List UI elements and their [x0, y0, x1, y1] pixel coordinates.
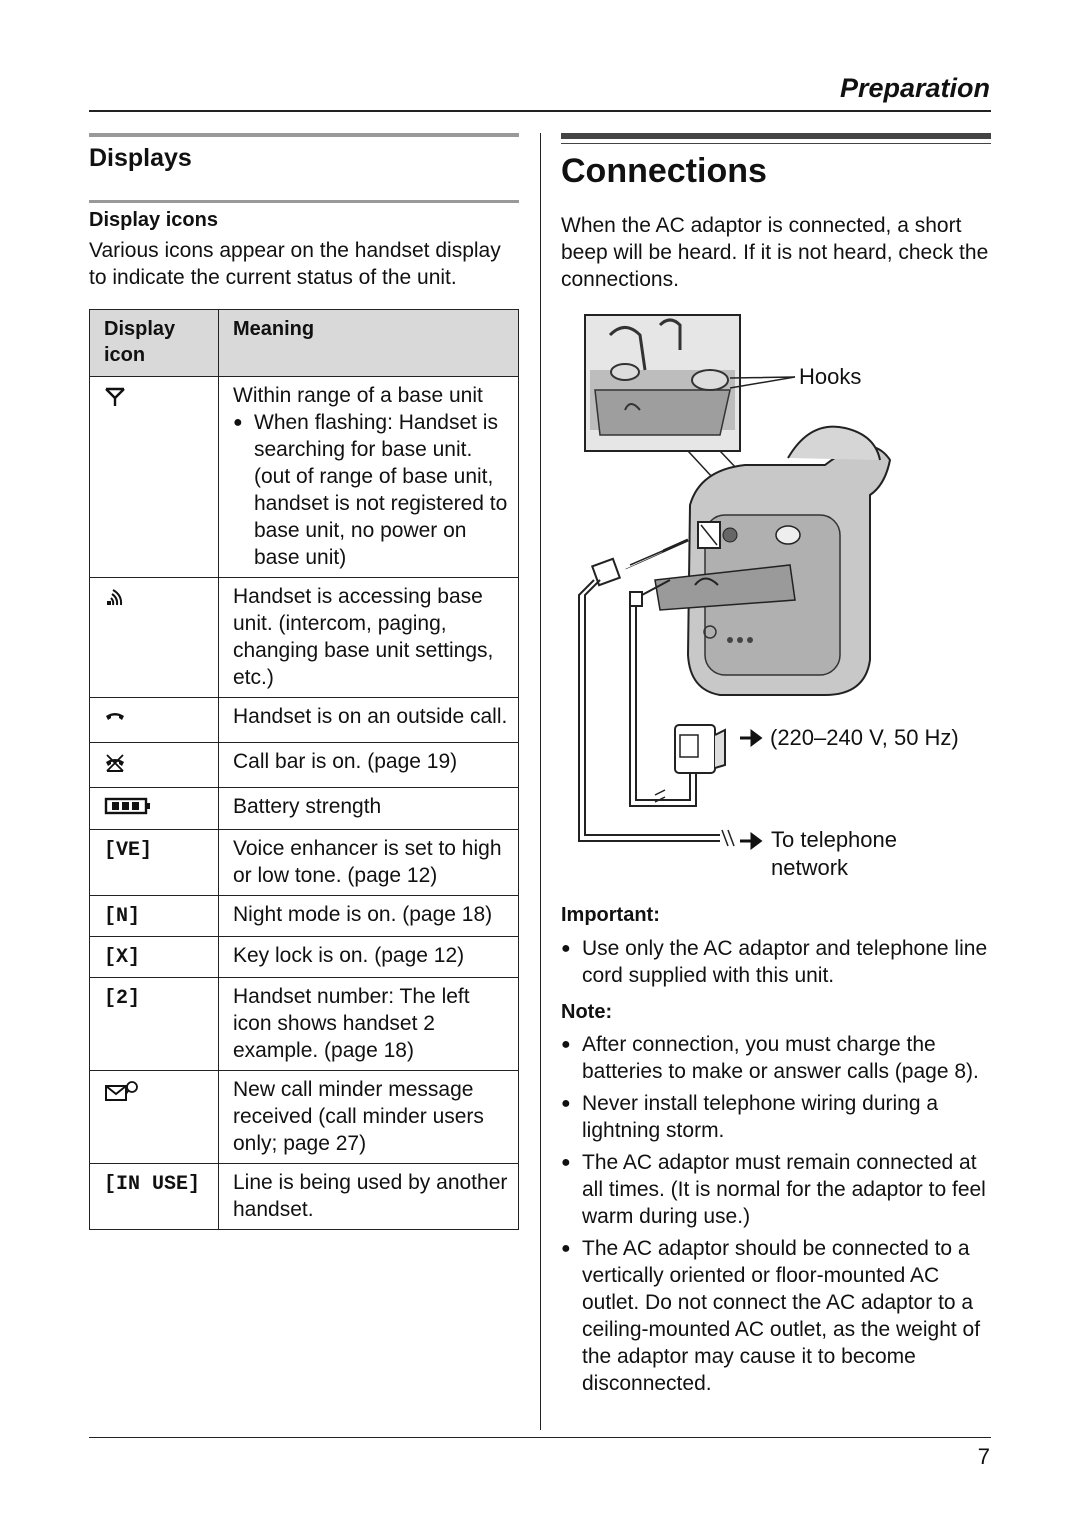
important-heading: Important: [561, 904, 660, 926]
key-lock-code: [X] [104, 946, 141, 969]
telephone-network-label: To telephone network [771, 827, 897, 880]
meaning-text: Handset is accessing base unit. (intercom, paging, changing base unit settings, etc.) [219, 578, 519, 698]
hooks-inset [585, 315, 740, 451]
display-icons-subtitle: Display icons [89, 209, 218, 231]
meaning-text: Night mode is on. (page 18) [219, 896, 519, 937]
meaning-text: Within range of a base unit [233, 384, 483, 407]
meaning-text: Handset number: The left icon shows handset 2 example. (page 18) [219, 978, 519, 1071]
table-row [90, 377, 519, 578]
column-header-icon: Display icon [90, 310, 219, 377]
header-rule [89, 110, 991, 112]
display-icons-table [89, 309, 519, 1230]
meaning-text: Battery strength [219, 788, 519, 830]
meaning-text: Line is being used by another handset. [219, 1164, 519, 1230]
column-divider [540, 133, 541, 1430]
power-arrow-icon [740, 732, 760, 744]
list-item: ● The AC adaptor must remain connected at all times. (It is normal for the adaptor to feel warm during use.) [561, 1149, 991, 1230]
hooks-label: Hooks [799, 364, 862, 389]
network-arrow-icon [740, 835, 760, 847]
table-header-row [90, 310, 519, 377]
display-icons-intro: Various icons appear on the handset display to indicate the current status of the unit. [89, 239, 501, 289]
displays-title: Displays [89, 144, 192, 172]
footer-rule [89, 1437, 991, 1438]
table-row [90, 896, 519, 937]
table-row [90, 1071, 519, 1164]
table-row [90, 1164, 519, 1230]
in-use-code: [IN USE] [104, 1173, 201, 1196]
connections-title: Connections [561, 152, 767, 190]
table-row [90, 788, 519, 830]
page-number: 7 [977, 1444, 990, 1469]
meaning-text: Voice enhancer is set to high or low tone. (page 12) [219, 830, 519, 896]
handset-number-code: [2] [104, 987, 141, 1010]
connection-diagram [570, 310, 990, 890]
base-unit [655, 427, 890, 695]
table-row [90, 937, 519, 978]
signal-antenna-icon [104, 386, 126, 408]
connections-intro: When the AC adaptor is connected, a short beep will be heard. If it is not heard, check the connections. [561, 214, 989, 291]
night-mode-code: [N] [104, 905, 141, 928]
table-row [90, 830, 519, 896]
connections-top-rule [561, 133, 991, 139]
column-header-meaning: Meaning [219, 310, 519, 377]
phone-off-hook-icon [104, 707, 126, 729]
displays-top-rule [89, 133, 519, 137]
important-list [561, 935, 991, 989]
section-header: Preparation [839, 73, 990, 103]
call-minder-message-icon [104, 1080, 140, 1102]
note-heading: Note: [561, 1001, 613, 1023]
accessing-wave-icon [104, 587, 126, 609]
list-item: ● Never install telephone wiring during a lightning storm. [561, 1090, 991, 1144]
meaning-text: Key lock is on. (page 12) [219, 937, 519, 978]
connections-thin-rule [561, 143, 991, 144]
list-item: ● Use only the AC adaptor and telephone line cord supplied with this unit. [561, 935, 991, 989]
note-list [561, 1031, 991, 1402]
list-item: ● After connection, you must charge the batteries to make or answer calls (page 8). [561, 1031, 991, 1085]
displays-sub-rule [89, 200, 519, 203]
meaning-text: Handset is on an outside call. [219, 698, 519, 743]
meaning-text: Call bar is on. (page 19) [219, 743, 519, 788]
meaning-text: New call minder message received (call minder users only; page 27) [219, 1071, 519, 1164]
call-bar-icon [104, 752, 126, 774]
table-row [90, 578, 519, 698]
table-row [90, 698, 519, 743]
list-item: ● The AC adaptor should be connected to a vertically oriented or floor-mounted AC outlet. Do not connect the AC adaptor to a ceiling-mounted AC outlet, as the weight of the adaptor may cause it to become disconnected. [561, 1235, 991, 1397]
table-row [90, 743, 519, 788]
meaning-bullet: ● When flashing: Handset is searching for base unit. (out of range of base unit, handset is not registered to base unit, no power on base unit) [233, 409, 510, 571]
battery-icon [104, 796, 152, 816]
table-row [90, 978, 519, 1071]
power-label: (220–240 V, 50 Hz) [770, 725, 959, 750]
voice-enhancer-code: [VE] [104, 839, 153, 862]
